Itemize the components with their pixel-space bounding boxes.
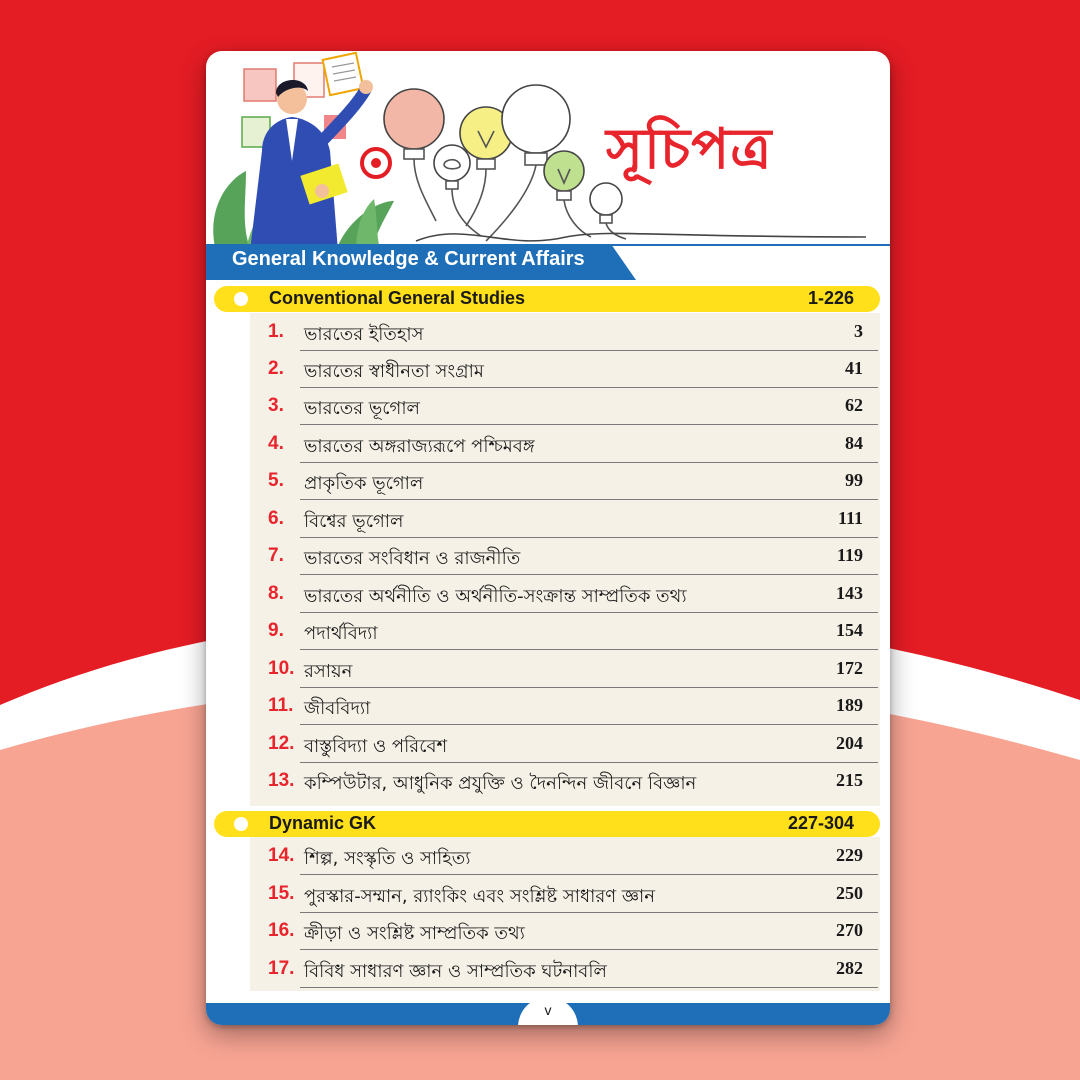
page-number: v — [544, 1002, 552, 1018]
toc-label: কম্পিউটার, আধুনিক প্রযুক্তি ও দৈনন্দিন জীবনে বিজ্ঞান — [304, 773, 697, 794]
toc-page: 204 — [836, 733, 863, 753]
toc-row[interactable] — [256, 501, 878, 538]
toc-row[interactable] — [256, 951, 878, 988]
toc-divider — [300, 424, 878, 425]
toc-row[interactable] — [256, 388, 878, 425]
toc-divider — [300, 949, 878, 950]
toc-label: পদার্থবিদ্যা — [304, 623, 378, 644]
toc-number: 16. — [268, 920, 295, 941]
toc-page: 215 — [836, 770, 863, 790]
toc-page: 84 — [845, 433, 863, 453]
toc-page: 282 — [836, 958, 863, 978]
toc-page: 99 — [845, 470, 863, 490]
toc-page: 250 — [836, 883, 863, 903]
toc-divider — [300, 574, 878, 575]
toc-label: রসায়ন — [304, 661, 353, 682]
page-title: সূচিপত্র — [606, 116, 773, 182]
toc-number: 17. — [268, 958, 295, 979]
toc-label: ভারতের অর্থনীতি ও অর্থনীতি-সংক্রান্ত সাম্প্রতিক তথ্য — [304, 586, 687, 607]
toc-divider — [300, 499, 878, 500]
toc-number: 10. — [268, 658, 295, 679]
toc-label: বাস্তুবিদ্যা ও পরিবেশ — [304, 736, 448, 757]
toc-number: 8. — [268, 583, 284, 604]
section-range: 1-226 — [807, 288, 854, 308]
toc-label: বিবিধ সাধারণ জ্ঞান ও সাম্প্রতিক ঘটনাবলি — [304, 961, 607, 982]
toc-row[interactable] — [256, 463, 878, 500]
toc-label: ভারতের ইতিহাস — [304, 324, 424, 345]
toc-divider — [300, 649, 878, 650]
toc-page: 119 — [836, 545, 863, 565]
toc-row[interactable] — [256, 763, 878, 800]
toc-number: 14. — [268, 845, 295, 866]
toc-label: শিল্প, সংস্কৃতি ও সাহিত্য — [304, 848, 471, 869]
toc-page: 143 — [836, 583, 863, 603]
toc-page: 270 — [836, 920, 863, 940]
toc-number: 12. — [268, 733, 295, 754]
toc-page: 111 — [837, 508, 863, 528]
category-band-label: General Knowledge & Current Affairs — [232, 248, 585, 270]
toc-number: 1. — [268, 321, 284, 342]
toc-row[interactable] — [256, 838, 878, 875]
toc-label: ভারতের অঙ্গরাজ্যরূপে পশ্চিমবঙ্গ — [304, 436, 535, 457]
toc-number: 11. — [268, 695, 294, 716]
toc-label: ভারতের স্বাধীনতা সংগ্রাম — [304, 361, 484, 382]
toc-label: পুরস্কার-সম্মান, র‍্যাংকিং এবং সংশ্লিষ্ট সাধারণ জ্ঞান — [304, 886, 656, 907]
toc-label: ভারতের সংবিধান ও রাজনীতি — [304, 548, 521, 569]
book-page — [206, 51, 890, 1025]
toc-number: 2. — [268, 358, 284, 379]
toc-row[interactable] — [256, 613, 878, 650]
toc-number: 3. — [268, 395, 284, 416]
toc-label: প্রাকৃতিক ভূগোল — [304, 473, 424, 494]
toc-divider — [300, 724, 878, 725]
toc-row[interactable] — [256, 651, 878, 688]
toc-row[interactable] — [256, 426, 878, 463]
toc-row[interactable] — [256, 351, 878, 388]
toc-number: 15. — [268, 883, 295, 904]
toc-page: 41 — [845, 358, 863, 378]
toc-page: 3 — [854, 321, 863, 341]
toc-number: 5. — [268, 470, 284, 491]
toc-label: জীববিদ্যা — [304, 698, 371, 719]
section-header-dynamic-gk — [214, 811, 880, 837]
section-name: Dynamic GK — [269, 813, 377, 833]
toc-row[interactable] — [256, 538, 878, 575]
toc-row[interactable] — [256, 314, 878, 351]
toc-row[interactable] — [256, 576, 878, 613]
toc-page: 62 — [845, 395, 863, 415]
toc-number: 6. — [268, 508, 284, 529]
toc-label: বিশ্বের ভূগোল — [304, 511, 404, 532]
toc-row[interactable] — [256, 688, 878, 725]
toc-divider — [300, 874, 878, 875]
toc-page: 154 — [836, 620, 863, 640]
bullet-dot-icon — [234, 292, 248, 306]
bullet-dot-icon — [234, 817, 248, 831]
section-header-conventional — [214, 286, 880, 312]
toc-page: 229 — [836, 845, 863, 865]
section-range: 227-304 — [787, 813, 854, 833]
toc-row[interactable] — [256, 913, 878, 950]
toc-label: ক্রীড়া ও সংশ্লিষ্ট সাম্প্রতিক তথ্য — [304, 923, 525, 944]
toc-row[interactable] — [256, 876, 878, 913]
toc-number: 4. — [268, 433, 284, 454]
toc-divider — [300, 987, 878, 988]
toc-number: 9. — [268, 620, 284, 641]
toc-number: 7. — [268, 545, 284, 566]
toc-page: 189 — [836, 695, 863, 715]
toc-number: 13. — [268, 770, 295, 791]
toc-row[interactable] — [256, 726, 878, 763]
section-name: Conventional General Studies — [269, 288, 526, 308]
toc-page: 172 — [836, 658, 863, 678]
toc-label: ভারতের ভূগোল — [304, 398, 420, 419]
